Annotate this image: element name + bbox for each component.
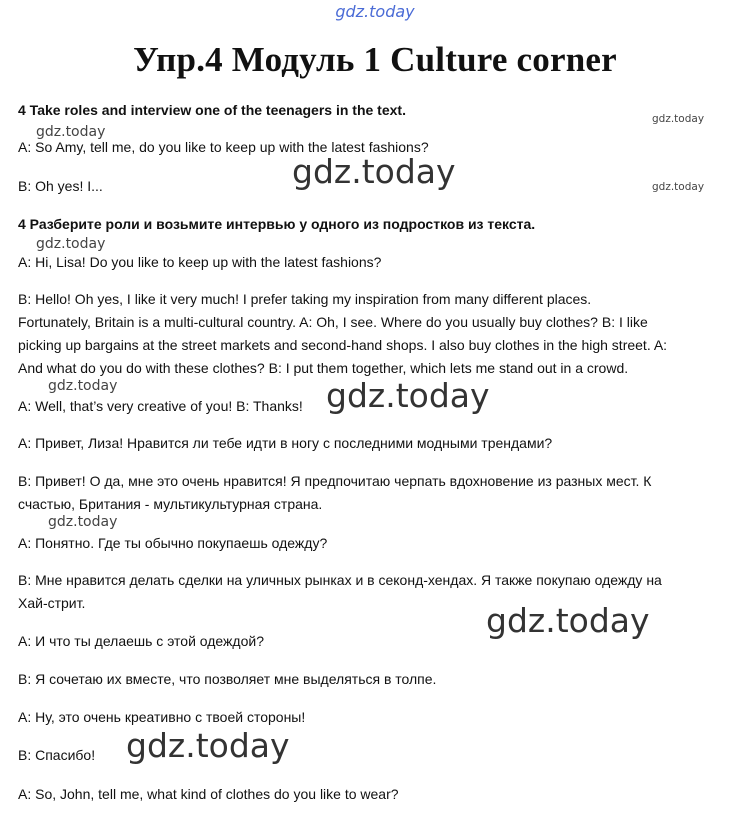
task-heading-ru: 4 Разберите роли и возьмите интервью у одного из подростков из текста. bbox=[18, 216, 536, 232]
dialogue-line: A: So, John, tell me, what kind of clothes do you like to wear? bbox=[18, 786, 399, 802]
dialogue-line: A: Hi, Lisa! Do you like to keep up with the latest fashions? bbox=[18, 254, 382, 270]
dialogue-line: picking up bargains at the street markets and second-hand shops. I also buy clothes in the high street. A: bbox=[18, 337, 668, 353]
watermark: gdz.today bbox=[652, 113, 705, 125]
dialogue-line: B: Привет! О да, мне это очень нравится! Я предпочитаю черпать вдохновение из разных мест. К bbox=[18, 473, 652, 489]
dialogue-line: счастью, Британия - мультикультурная страна. bbox=[18, 496, 323, 512]
dialogue-line: B: Мне нравится делать сделки на уличных рынках и в секонд-хендах. Я также покупаю одежду на bbox=[18, 572, 662, 588]
dialogue-line: And what do you do with these clothes? B: I put them together, which lets me stand out in a crowd. bbox=[18, 360, 629, 376]
dialogue-line: A: Well, that’s very creative of you! B: Thanks! bbox=[18, 398, 303, 414]
dialogue-line: A: И что ты делаешь с этой одеждой? bbox=[18, 633, 264, 649]
dialogue-line: A: Ну, это очень креативно с твоей стороны! bbox=[18, 709, 306, 725]
watermark: gdz.today bbox=[652, 181, 705, 193]
dialogue-line: A: Привет, Лиза! Нравится ли тебе идти в ногу с последними модными трендами? bbox=[18, 435, 553, 451]
dialogue-line: Хай-стрит. bbox=[18, 595, 86, 611]
watermark-top: gdz.today bbox=[335, 2, 415, 21]
dialogue-line: B: Я сочетаю их вместе, что позволяет мне выделяться в толпе. bbox=[18, 671, 437, 687]
watermark: gdz.today bbox=[48, 514, 118, 530]
watermark: gdz.today bbox=[36, 236, 106, 252]
dialogue-line: B: Oh yes! I... bbox=[18, 178, 103, 194]
watermark: gdz.today bbox=[36, 124, 106, 140]
watermark: gdz.today bbox=[326, 376, 490, 415]
dialogue-line: A: Понятно. Где ты обычно покупаешь одежду? bbox=[18, 535, 328, 551]
dialogue-line: B: Hello! Oh yes, I like it very much! I prefer taking my inspiration from many different places. bbox=[18, 291, 592, 307]
page-title: Упр.4 Модуль 1 Culture corner bbox=[133, 40, 617, 79]
watermark: gdz.today bbox=[292, 152, 456, 191]
watermark: gdz.today bbox=[486, 601, 650, 640]
watermark: gdz.today bbox=[126, 726, 290, 765]
dialogue-line: A: So Amy, tell me, do you like to keep up with the latest fashions? bbox=[18, 139, 429, 155]
dialogue-line: B: Спасибо! bbox=[18, 747, 96, 763]
watermark: gdz.today bbox=[48, 378, 118, 394]
task-heading-en: 4 Take roles and interview one of the teenagers in the text. bbox=[18, 102, 406, 118]
dialogue-line: Fortunately, Britain is a multi-cultural country. A: Oh, I see. Where do you usually buy clothes? B: I like bbox=[18, 314, 648, 330]
